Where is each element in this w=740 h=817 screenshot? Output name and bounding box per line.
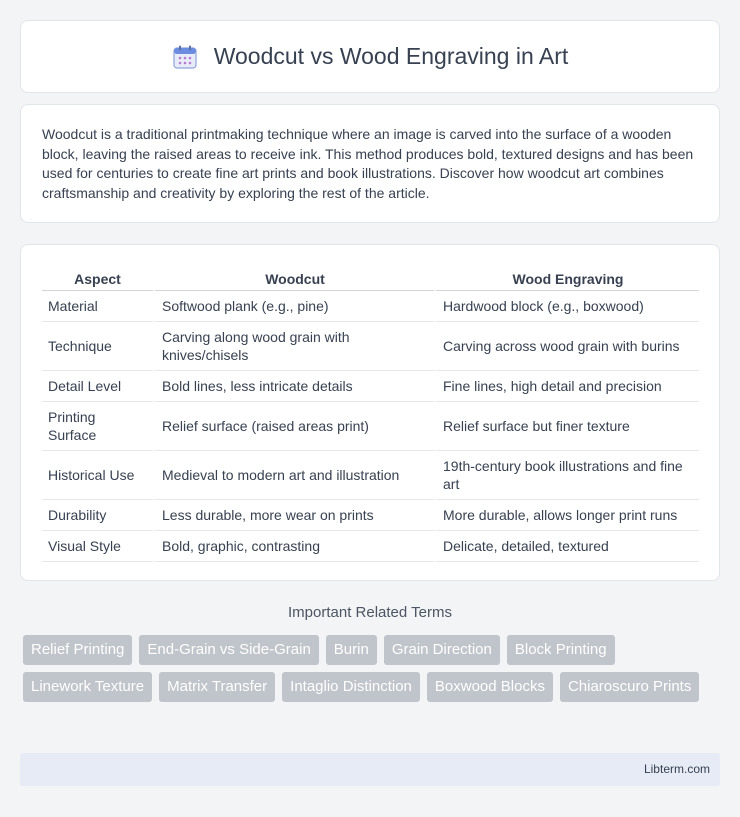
intro-text: Woodcut is a traditional printmaking technique where an image is carved into the surface of a wooden block, leaving the raised areas to receive ink. This method produces bold, textured designs and has been used for centuries to create fine art prints and book illustrations. Discover how woodcut art combines craftsmanship and creativity by exploring the rest of the article. [42,126,694,201]
table-cell: Bold lines, less intricate details [153,371,434,402]
table-cell: Relief surface (raised areas print) [153,402,434,451]
related-term-tag[interactable]: Boxwood Blocks [427,672,553,702]
column-header: Aspect [42,264,153,291]
table-cell: Softwood plank (e.g., pine) [153,291,434,322]
related-term-tag[interactable]: End-Grain vs Side-Grain [139,635,318,665]
intro-card [20,104,720,223]
related-term-tag[interactable]: Block Printing [507,635,615,665]
related-term-tag[interactable]: Relief Printing [23,635,132,665]
column-header: Wood Engraving [434,264,699,291]
footer [20,753,720,786]
table-cell: Printing Surface [42,402,153,451]
table-cell: Fine lines, high detail and precision [434,371,699,402]
related-term-tag[interactable]: Chiaroscuro Prints [560,672,699,702]
related-terms-list [23,635,723,702]
table-cell: Hardwood block (e.g., boxwood) [434,291,699,322]
table-cell: Less durable, more wear on prints [153,500,434,531]
table-cell: Delicate, detailed, textured [434,531,699,562]
related-term-tag[interactable]: Linework Texture [23,672,152,702]
comparison-table [42,264,699,562]
table-cell: Carving across wood grain with burins [434,322,699,371]
related-term-tag[interactable]: Intaglio Distinction [282,672,420,702]
table-header-row [42,264,699,291]
related-terms-title: Important Related Terms [288,604,452,621]
page-title: Woodcut vs Wood Engraving in Art [213,43,569,69]
table-cell: Technique [42,322,153,371]
table-row [42,322,699,371]
table-cell: Medieval to modern art and illustration [153,451,434,500]
table-cell: Detail Level [42,371,153,402]
table-cell: Carving along wood grain with knives/chisels [153,322,434,371]
calendar-icon [172,44,198,70]
related-term-tag[interactable]: Matrix Transfer [159,672,275,702]
table-cell: Historical Use [42,451,153,500]
table-row [42,291,699,322]
table-cell: Visual Style [42,531,153,562]
table-row [42,531,699,562]
table-cell: Material [42,291,153,322]
table-row [42,402,699,451]
table-row [42,371,699,402]
title-card [20,20,720,93]
related-term-tag[interactable]: Grain Direction [384,635,500,665]
table-row [42,451,699,500]
table-row [42,500,699,531]
footer-site-link[interactable]: Libterm.com [643,762,710,776]
table-cell: Durability [42,500,153,531]
table-cell: More durable, allows longer print runs [434,500,699,531]
table-cell: Relief surface but finer texture [434,402,699,451]
comparison-table-card [20,244,720,581]
column-header: Woodcut [153,264,434,291]
related-term-tag[interactable]: Burin [326,635,377,665]
table-cell: Bold, graphic, contrasting [153,531,434,562]
table-cell: 19th-century book illustrations and fine art [434,451,699,500]
